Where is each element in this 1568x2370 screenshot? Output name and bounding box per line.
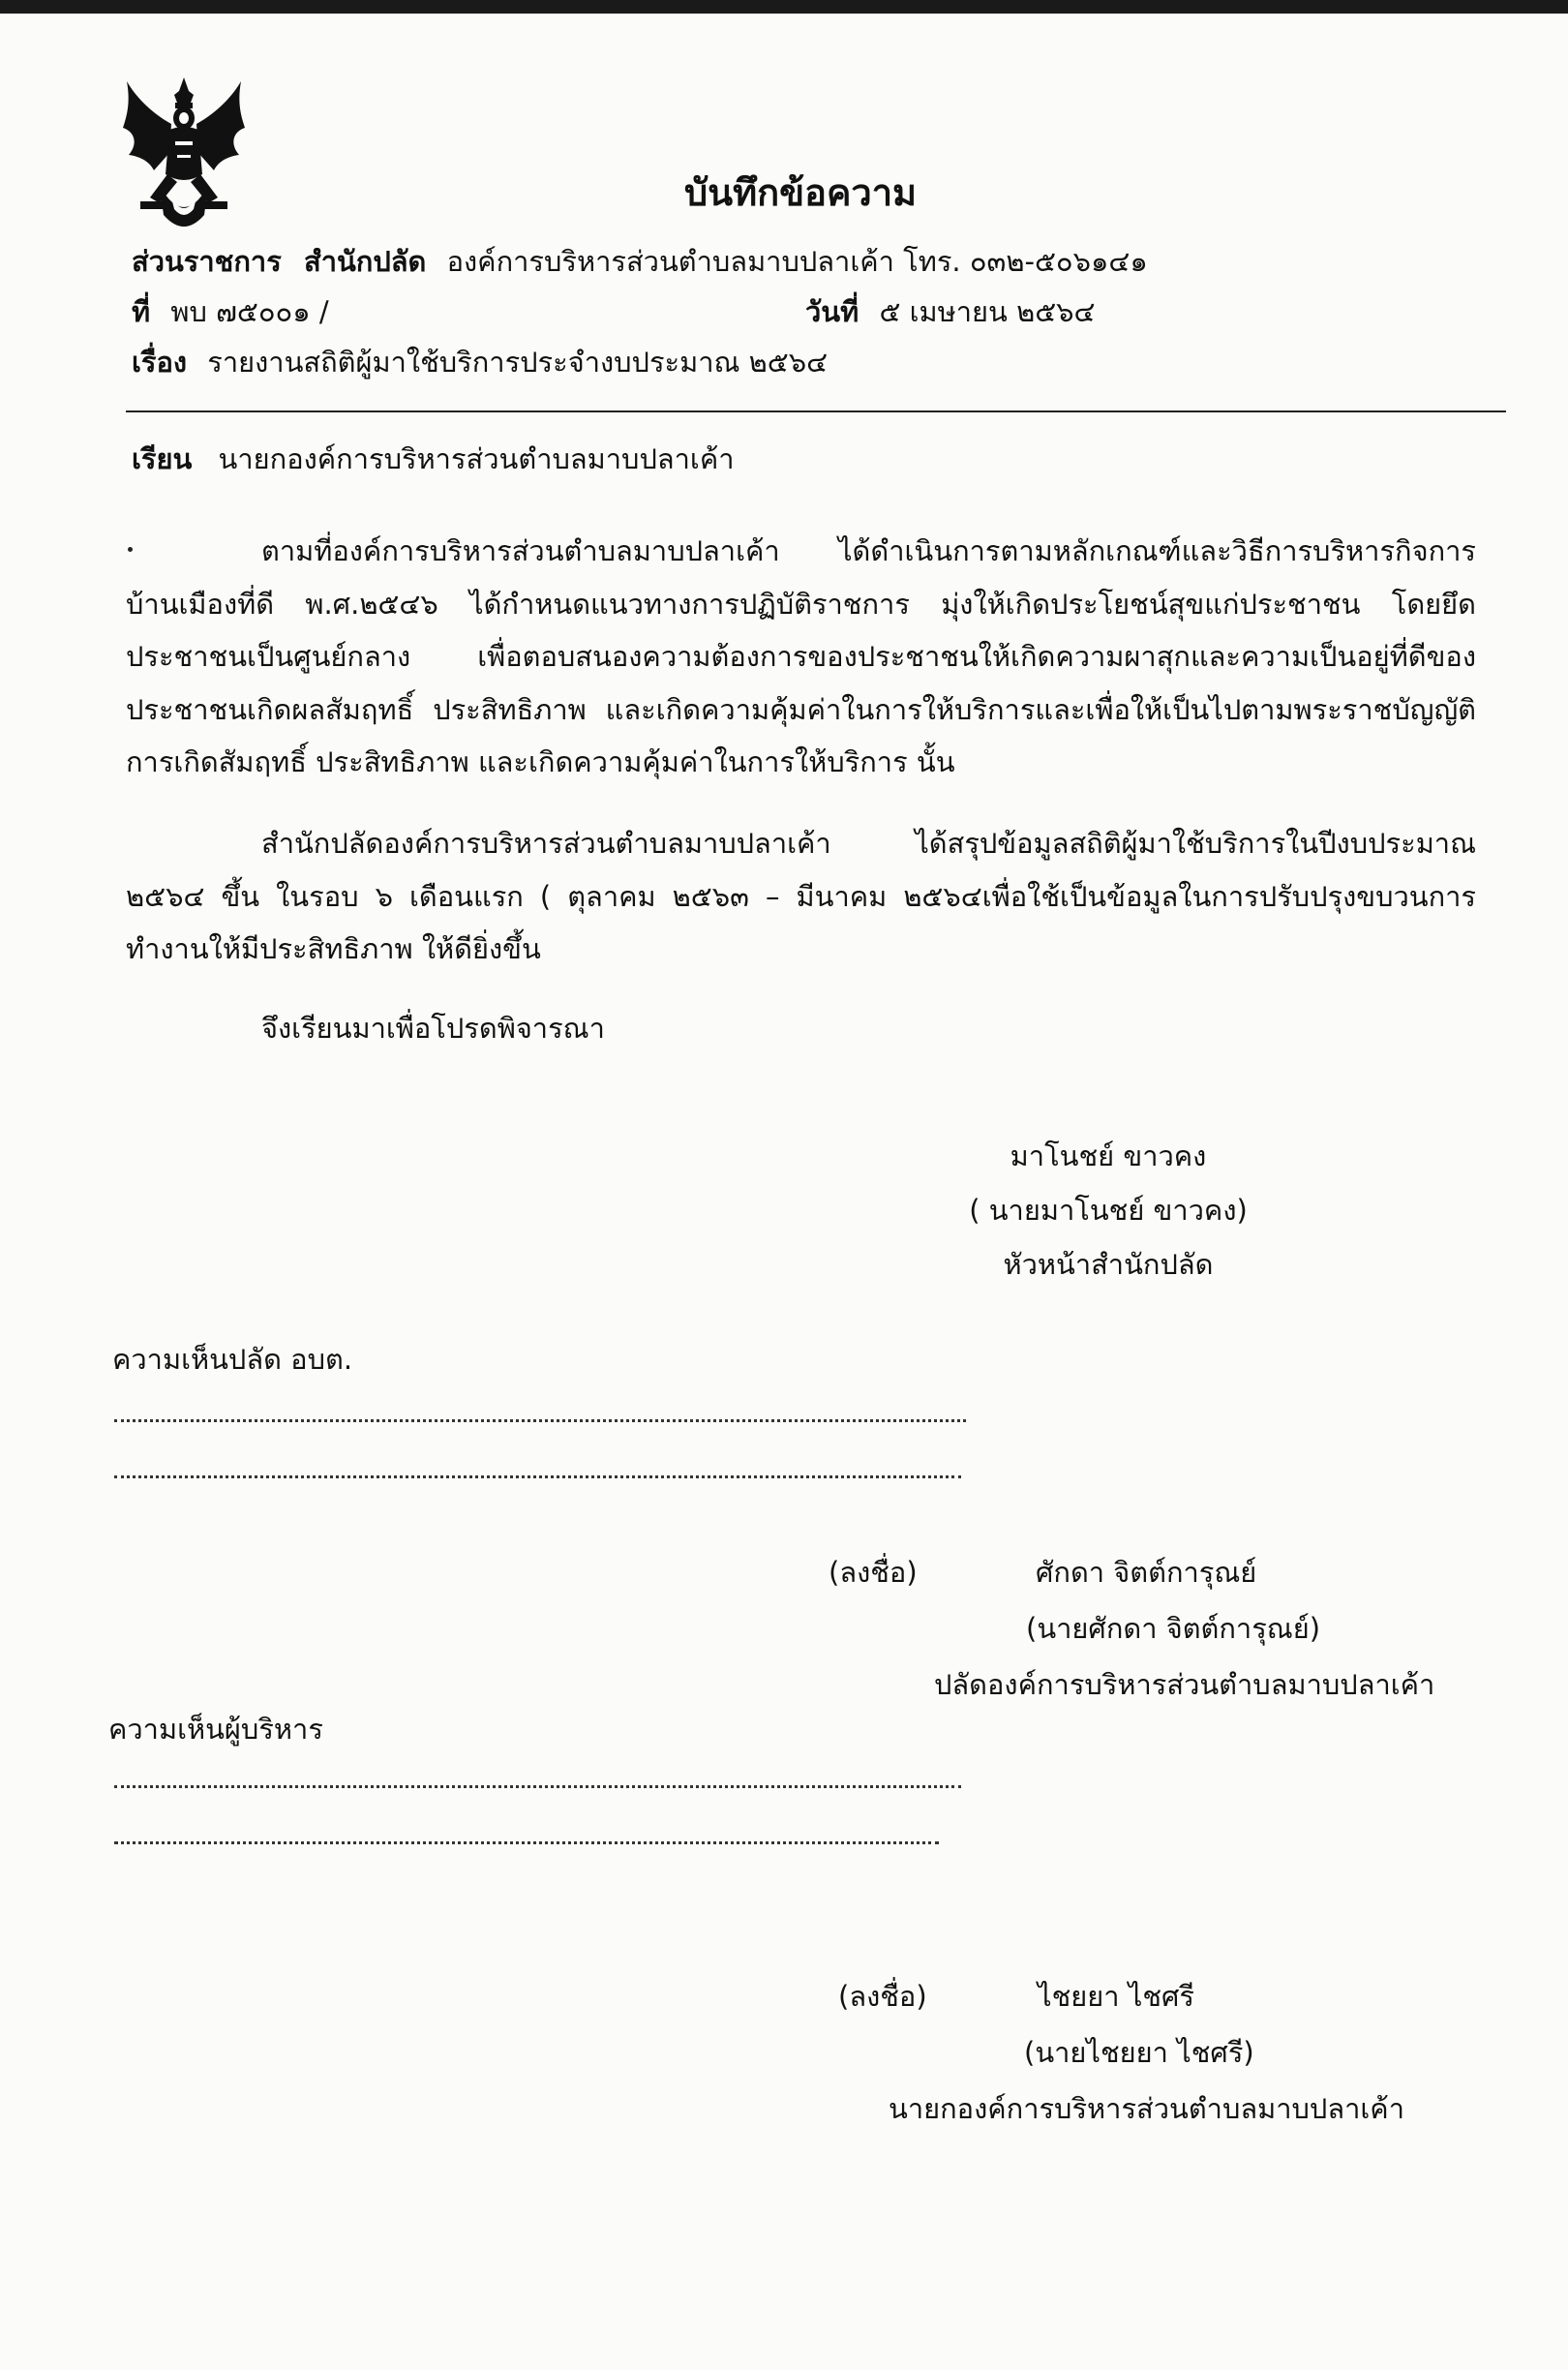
memo-page <box>0 14 1568 2370</box>
opinion-1-position: ปลัดองค์การบริหารส่วนตำบลมาบปลาเค้า <box>934 1668 1435 1701</box>
body-paragraph-2: สำนักปลัดองค์การบริหารส่วนตำบลมาบปลาเค้า ได้สรุปข้อมูลสถิติผู้มาใช้บริการในปีงบประมาณ ๒๕๖๔ ขึ้น ในรอบ ๖ เดือนแรก ( ตุลาคม ๒๕๖๓ – มีนาคม ๒๕๖๔เพื่อใช้เป็นข้อมูลในการปรับปรุงขบวนการทำงานให้มีประสิทธิภาพ ให้ดียิ่งขึ้น <box>126 827 1476 965</box>
opinion-2-line-2 <box>114 1841 939 1844</box>
date-row <box>805 292 1096 331</box>
agency-detail: องค์การบริหารส่วนตำบลมาบปลาเค้า โทร. ๐๓๒-๕๐๖๑๔๑ <box>446 245 1148 278</box>
opinion-2-sign-prefix: (ลงชื่อ) <box>838 1980 927 2013</box>
closing-line: จึงเรียนมาเพื่อโปรดพิจารณา <box>261 1012 605 1045</box>
ref-label: ที่ <box>132 295 151 328</box>
garuda-emblem-icon <box>121 74 247 238</box>
opinion-2-line-1 <box>114 1785 961 1788</box>
ref-value: พบ ๗๕๐๐๑ / <box>170 295 329 328</box>
date-value: ๕ เมษายน ๒๕๖๔ <box>879 295 1096 328</box>
subject-label: เรื่อง <box>132 346 188 379</box>
body-paragraph-1: ตามที่องค์การบริหารส่วนตำบลมาบปลาเค้า ได้ดำเนินการตามหลักเกณฑ์และวิธีการบริหารกิจการบ้านเมืองที่ดี พ.ศ.๒๕๔๖ ได้กำหนดแนวทางการปฏิบัติราชการ มุ่งให้เกิดประโยชน์สุขแก่ประชาชน โดยยึดประชาชนเป็นศูนย์กลาง เพื่อตอบสนองความต้องการของประชาชนให้เกิดความผาสุกและความเป็นอยู่ที่ดีของประชาชนเกิดผลสัมฤทธิ์ ประสิทธิภาพ และเกิดความคุ้มค่าในการให้บริการและเพื่อให้เป็นไปตามพระราชบัญญัติการเกิดสัมฤทธิ์ ประสิทธิภาพ และเกิดความคุ้มค่าในการให้บริการ นั้น <box>126 534 1476 778</box>
reference-row <box>132 292 329 331</box>
opinion-2-signature: ไชยยา ไชศรี <box>1038 1980 1195 2013</box>
agency-label: ส่วนราชการ <box>132 245 282 278</box>
agency-row <box>132 242 1148 281</box>
to-row <box>132 440 735 478</box>
signature-1-position: หัวหน้าสำนักปลัด <box>1003 1248 1214 1281</box>
opinion-1-line-1 <box>114 1419 966 1422</box>
opinion-2-name: (นายไชยยา ไชศรี) <box>1024 2036 1254 2069</box>
opinion-1-line-2 <box>114 1475 961 1478</box>
header-divider <box>126 410 1506 412</box>
opinion-1-sign-prefix: (ลงชื่อ) <box>829 1556 918 1589</box>
opinion-2-position: นายกองค์การบริหารส่วนตำบลมาบปลาเค้า <box>889 2092 1404 2125</box>
subject-value: รายงานสถิติผู้มาใช้บริการประจำงบประมาณ ๒๕๖๔ <box>207 346 829 379</box>
signature-1-sign: มาโนชย์ ขาวคง <box>1010 1139 1207 1172</box>
to-value: นายกองค์การบริหารส่วนตำบลมาบปลาเค้า <box>218 442 735 475</box>
date-label: วันที่ <box>805 295 859 328</box>
agency-office: สำนักปลัด <box>304 245 427 278</box>
opinion-1-signature: ศักดา จิตต์การุณย์ <box>1036 1556 1257 1589</box>
subject-row <box>132 343 828 381</box>
to-label: เรียน <box>132 442 193 475</box>
memo-title: บันทึกข้อความ <box>684 171 918 214</box>
opinion-1-name: (นายศักดา จิตต์การุณย์) <box>1026 1612 1321 1645</box>
opinion-1-label: ความเห็นปลัด อบต. <box>112 1343 353 1376</box>
opinion-2-label: ความเห็นผู้บริหาร <box>108 1713 323 1746</box>
signature-1-name: ( นายมาโนชย์ ขาวคง) <box>969 1194 1248 1227</box>
